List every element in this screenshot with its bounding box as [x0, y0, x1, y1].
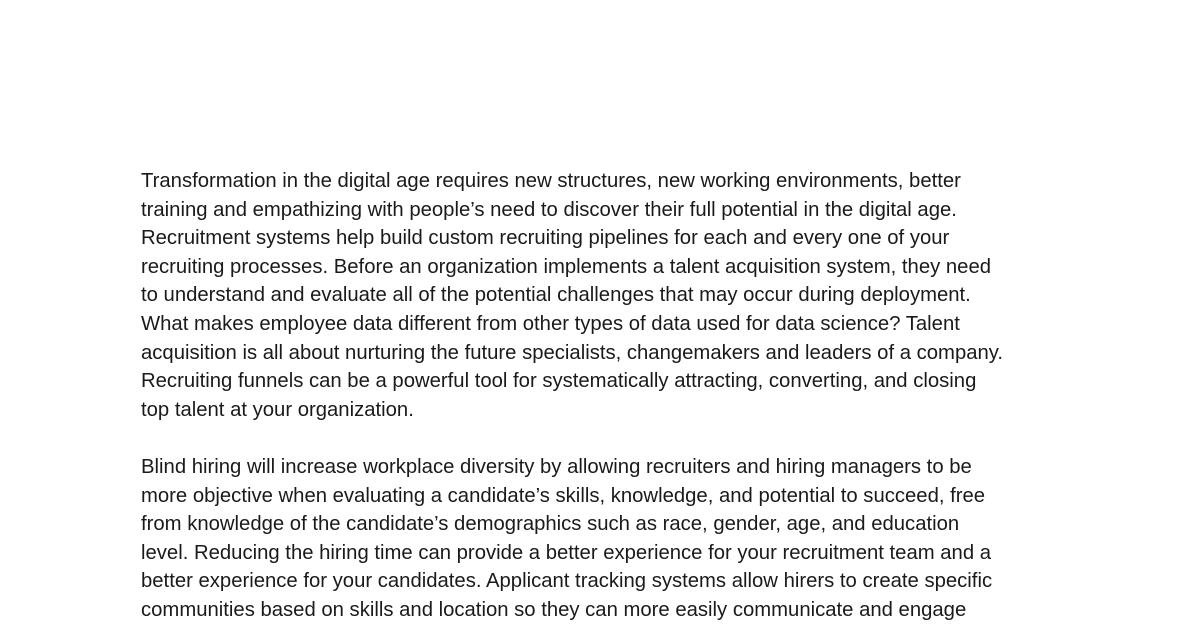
- text-line: recruiting processes. Before an organization implements a talent acquisition system, they need: [141, 255, 992, 278]
- text-line: What makes employee data different from other types of data used for data science? Talent: [141, 312, 960, 335]
- text-line: better experience for your candidates. Applicant tracking systems allow hirers to create specific: [141, 570, 993, 593]
- paragraph-2: [141, 453, 1071, 625]
- paragraph-1: [141, 167, 1071, 424]
- text-line: to understand and evaluate all of the potential challenges that may occur during deployment.: [141, 284, 971, 307]
- text-line: training and empathizing with people’s need to discover their full potential in the digital age.: [141, 198, 957, 221]
- text-line: more objective when evaluating a candidate’s skills, knowledge, and potential to succeed, free: [141, 484, 986, 507]
- text-line: Recruitment systems help build custom recruiting pipelines for each and every one of your: [141, 227, 950, 250]
- paragraph-spacer: [141, 424, 1071, 453]
- text-line: Transformation in the digital age requires new structures, new working environments, better: [141, 170, 961, 192]
- text-line: acquisition is all about nurturing the future specialists, changemakers and leaders of a company.: [141, 341, 1004, 364]
- text-line: Recruiting funnels can be a powerful tool for systematically attracting, converting, and closing: [141, 370, 977, 393]
- text-line: from knowledge of the candidate’s demographics such as race, gender, age, and education: [141, 513, 960, 536]
- text-line: top talent at your organization.: [141, 398, 414, 421]
- text-line: communities based on skills and location so they can more easily communicate and engage: [141, 598, 967, 621]
- text-line: Blind hiring will increase workplace diversity by allowing recruiters and hiring managers to be: [141, 455, 972, 478]
- text-line: level. Reducing the hiring time can provide a better experience for your recruitment team and a: [141, 541, 992, 564]
- document-body: [141, 167, 1071, 625]
